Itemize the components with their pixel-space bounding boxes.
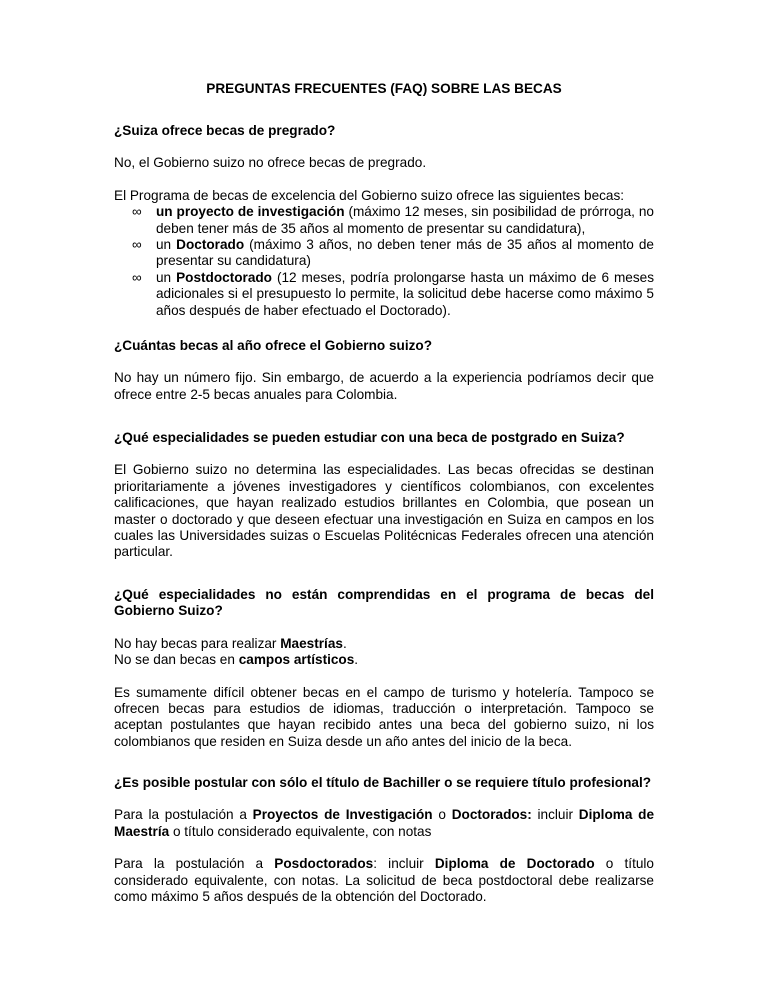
faq-answer-line: No se dan becas en campos artísticos. — [114, 652, 359, 668]
bullet-icon: ∞ — [132, 204, 142, 220]
faq-answer: Es sumamente difícil obtener becas en el campo de turismo y hotelería. Tampoco se ofrecen becas para estudios de idiomas, traducción o interpretación. Tampoco se aceptan postulantes que hayan recibido antes una beca del gobierno suizo, ni los colombianos que residen en Suiza desde un año antes del inicio de la beca. — [114, 684, 654, 749]
list-item: ∞ un proyecto de investigación (máximo 12 meses, sin posibilidad de prórroga, no deben tener más de 35 años al momento de presentar su candidatura), — [132, 204, 654, 236]
faq-section-pregrado — [114, 123, 654, 319]
list-item: ∞ un Doctorado (máximo 3 años, no deben tener más de 35 años al momento de presentar su candidatura) — [132, 237, 654, 269]
faq-section-titulo — [114, 775, 654, 905]
faq-answer: No, el Gobierno suizo no ofrece becas de pregrado. — [114, 155, 427, 171]
page-title: PREGUNTAS FRECUENTES (FAQ) SOBRE LAS BECAS — [206, 81, 562, 96]
faq-answer-line: No hay becas para realizar Maestrías. — [114, 635, 347, 651]
faq-question: ¿Suiza ofrece becas de pregrado? — [114, 123, 336, 138]
bullet-icon: ∞ — [132, 237, 142, 253]
scholarship-list — [132, 204, 654, 319]
faq-question: ¿Cuántas becas al año ofrece el Gobierno suizo? — [114, 338, 433, 353]
faq-question: ¿Qué especialidades no están comprendidas en el programa de becas del Gobierno Suizo? — [114, 587, 654, 619]
faq-answer: Para la postulación a Proyectos de Investigación o Doctorados: incluir Diploma de Maestría o título considerado equivalente, con notas — [114, 807, 655, 839]
faq-answer: No hay un número fijo. Sin embargo, de acuerdo a la experiencia podríamos decir que ofrece entre 2-5 becas anuales para Colombia. — [114, 370, 654, 402]
faq-question: ¿Es posible postular con sólo el título de Bachiller o se requiere título profesional? — [114, 775, 652, 790]
faq-section-especialidades — [114, 430, 654, 561]
faq-section-cantidad — [114, 338, 654, 403]
list-item: ∞ un Postdoctorado (12 meses, podría prolongarse hasta un máximo de 6 meses adicionales si el presupuesto lo permite, la solicitud debe hacerse como máximo 5 años después de haber efectuado el Doctorado). — [132, 269, 654, 318]
faq-section-excluidas — [114, 587, 654, 750]
faq-question: ¿Qué especialidades se pueden estudiar con una beca de postgrado en Suiza? — [114, 430, 625, 445]
faq-answer: El Gobierno suizo no determina las especialidades. Las becas ofrecidas se destinan prioritariamente a jóvenes investigadores y científicos colombianos, con excelentes calificaciones, que hayan realizado estudios brillantes en Colombia, que posean un master o doctorado y que deseen efectuar una investigación en Suiza en campos en los cuales las Universidades suizas o Escuelas Politécnicas Federales ofrecen una atención particular. — [114, 462, 654, 560]
faq-answer: Para la postulación a Posdoctorados: incluir Diploma de Doctorado o título considerado equivalente, con notas. La solicitud de beca postdoctoral debe realizarse como máximo 5 años después de la obtención del Doctorado. — [114, 856, 654, 905]
bullet-icon: ∞ — [132, 269, 142, 285]
faq-intro: El Programa de becas de excelencia del Gobierno suizo ofrece las siguientes becas: — [114, 187, 625, 203]
